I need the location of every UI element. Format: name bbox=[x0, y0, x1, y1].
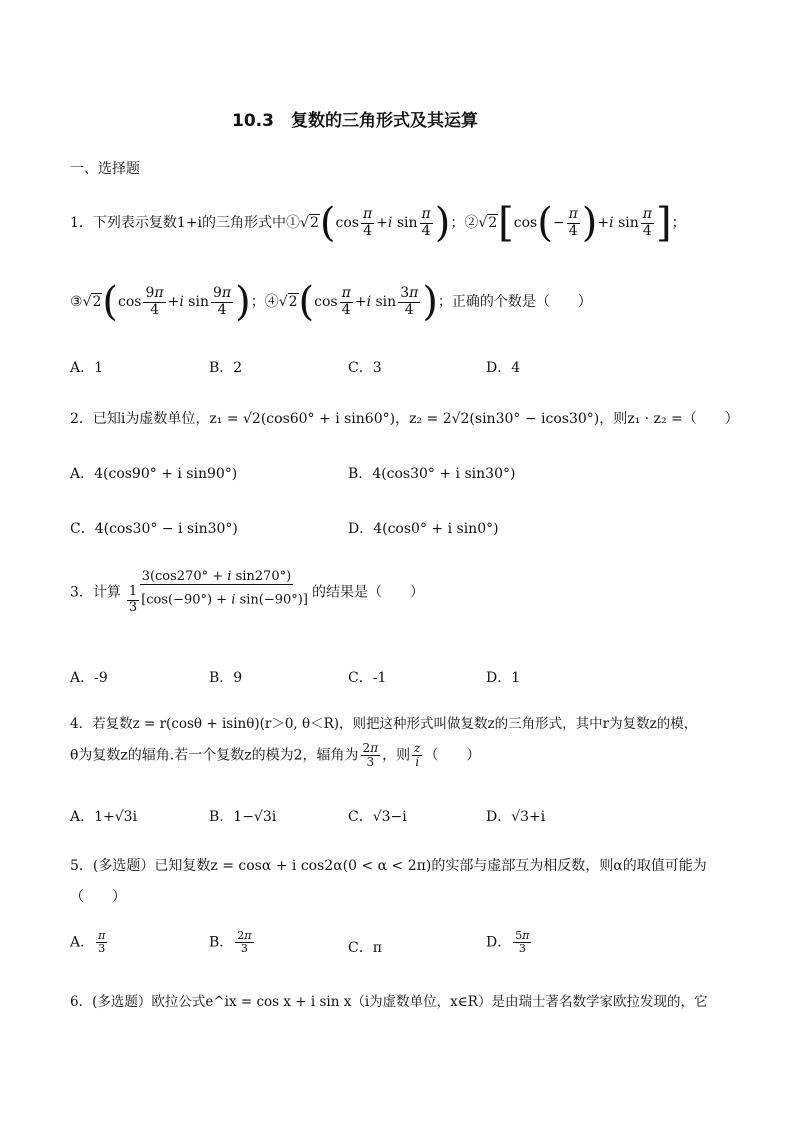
question-4-option-a: A．1+√3i bbox=[70, 809, 138, 825]
question-5-option-a: A． $\frac{\pi}{3}$ bbox=[70, 929, 106, 956]
question-5-line-2: （ ） bbox=[70, 889, 126, 905]
question-6-line-1: 6．(多选题）欧拉公式e^ix = cos x + i sin x（i为虚数单位，x∈R）是由瑞士著名数学家欧拉发现的，它 bbox=[70, 994, 708, 1010]
question-3-option-a: A．-9 bbox=[70, 670, 108, 686]
question-4-option-b: B．1−√3i bbox=[209, 809, 277, 825]
question-4-text-a: θ为复数z的辐角.若一个复数z的模为2，辐角为 bbox=[70, 747, 359, 764]
question-5-option-c: C．π bbox=[348, 940, 382, 956]
question-5-option-b: B． $\frac{2\pi}{3}$ bbox=[209, 929, 252, 956]
question-2-option-c: C．4(cos30° − i sin30°) bbox=[70, 521, 238, 537]
question-1-sep2: ； bbox=[671, 215, 686, 231]
question-1-line-1: 1．下列表示复数1+i的三角形式中①√2(cos $\frac{\pi}{4}$ +i sin $\frac{\pi}{4}$ )；②√2[cos(− $\frac{\pi}{4}$ )+i sin $\frac{\pi}{4}$ ]； bbox=[70, 200, 686, 246]
section-heading: 一、选择题 bbox=[70, 161, 140, 177]
question-2-option-a: A．4(cos90° + i sin90°) bbox=[70, 466, 238, 482]
question-1-option-d: D．4 bbox=[486, 360, 521, 376]
question-5-option-d: D． $\frac{5\pi}{3}$ bbox=[486, 929, 530, 956]
question-4-line-2: θ为复数z的辐角.若一个复数z的模为2，辐角为 $\frac{2\pi}{3}$ ，则 $\frac{z}{i}$ （ ） bbox=[70, 741, 481, 770]
question-3-option-c: C．-1 bbox=[348, 670, 387, 686]
question-1-tail: ；正确的个数是（ ） bbox=[437, 294, 592, 310]
question-3-option-d: D．1 bbox=[486, 670, 521, 686]
question-3-prefix: 3．计算 bbox=[70, 584, 121, 601]
question-3-line: 3．计算 3(cos270° + i sin270°) $\frac{1}{3}$ [cos(−90°) + i sin(−90°)] 的结果是（ ） bbox=[70, 569, 424, 615]
question-4-text-c: （ ） bbox=[424, 747, 481, 764]
question-1-option-b: B．2 bbox=[209, 360, 243, 376]
question-2-text: 2．已知i为虚数单位，z₁ = √2(cos60° + i sin60°)，z₂ = 2√2(sin30° − icos30°)，则z₁ · z₂ =（ ） bbox=[70, 411, 739, 427]
question-4-line-1: 4．若复数z = r(cosθ + isinθ)(r＞0, θ＜R)，则把这种形式叫做复数z的三角形式，其中r为复数z的模， bbox=[70, 716, 698, 732]
question-1-sep: ；② bbox=[450, 215, 479, 231]
question-1-line-2: ③√2(cos $\frac{9\pi}{4}$ +i sin $\frac{9\pi}{4}$ )；④√2(cos $\frac{\pi}{4}$ +i sin $\frac{3\pi}{4}$ )；正确的个数是（ ） bbox=[70, 279, 592, 325]
question-3-suffix: 的结果是（ ） bbox=[311, 584, 424, 601]
question-1-stem: 1．下列表示复数1+i的三角形式中① bbox=[70, 215, 301, 231]
question-3-option-b: B．9 bbox=[209, 670, 243, 686]
question-2-option-b: B．4(cos30° + i sin30°) bbox=[348, 466, 516, 482]
question-4-text-b: ，则 bbox=[382, 747, 411, 764]
question-4-option-d: D．√3+i bbox=[486, 809, 546, 825]
question-4-option-c: C．√3−i bbox=[348, 809, 407, 825]
question-5-line-1: 5．(多选题）已知复数z = cosα + i cos2α(0 < α < 2π)的实部与虚部互为相反数，则α的取值可能为 bbox=[70, 858, 707, 874]
question-2-option-d: D．4(cos0° + i sin0°) bbox=[348, 521, 499, 537]
question-1-option-c: C．3 bbox=[348, 360, 382, 376]
page-title: 10.3 复数的三角形式及其运算 bbox=[232, 111, 478, 131]
question-1-option-a: A．1 bbox=[70, 360, 104, 376]
